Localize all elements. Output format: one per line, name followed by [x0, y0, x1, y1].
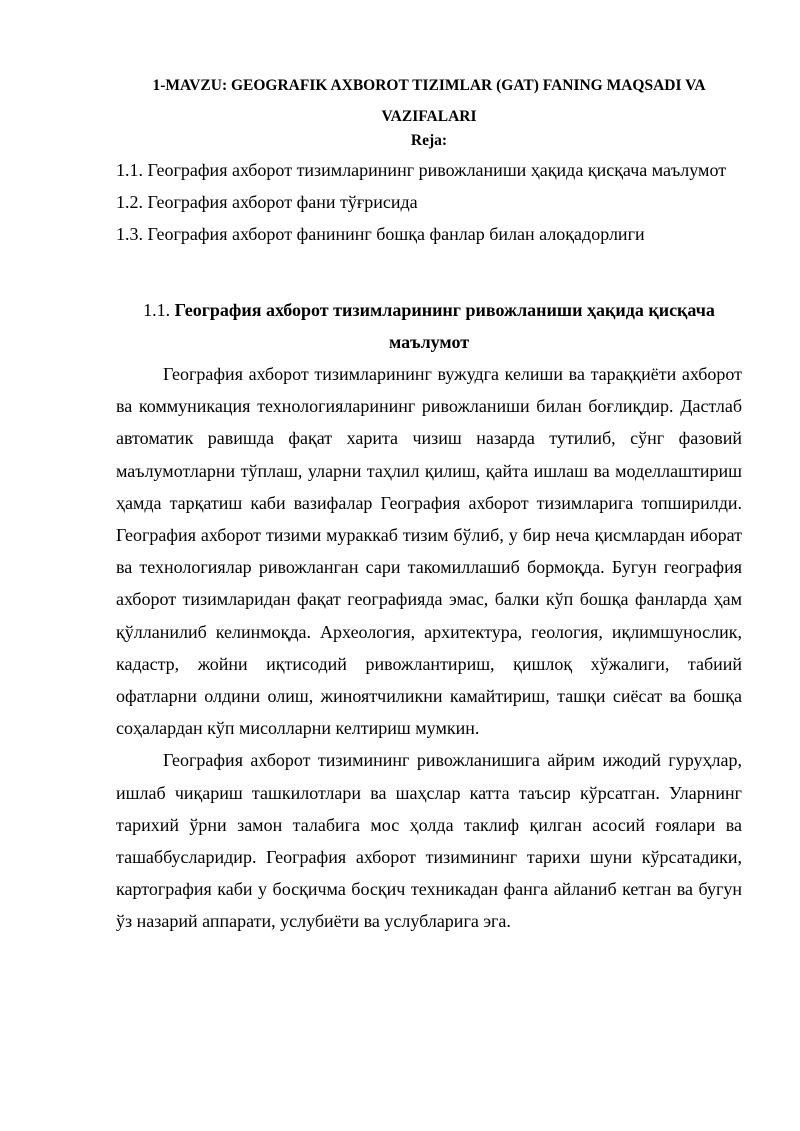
plan-item-3: 1.3. География ахборот фанининг бошқа фанлар билан алоқадорлиги [116, 224, 645, 244]
section-heading [116, 294, 742, 358]
plan-item-2: 1.2. География ахборот фани тўғрисида [116, 192, 418, 212]
section-title: География ахборот тизимларининг ривожланиши ҳақида қисқача маълумот [174, 300, 715, 352]
body-paragraph-1: География ахборот тизимларининг вужудга келиши ва тараққиёти ахборот ва коммуникация технологияларининг ривожланиши билан боғлиқдир. Дастлаб автоматик равишда фақат харита чизиш назарда тутилиб, сўнг фазовий маълумотларни тўплаш, уларни таҳлил қилиш, қайта ишлаш ва моделлаштириш ҳамда тарқатиш каби вазифалар География ахборот тизимларига топширилди. География ахборот тизими мураккаб тизим бўлиб, у бир неча қисмлардан иборат ва технологиялар ривожланган сари такомиллашиб бормоқда. Бугун география ахборот тизимларидан фақат географияда эмас, балки кўп бошқа фанларда ҳам қўлланилиб келинмоқда. Археология, архитектура, геология, иқлимшунослик, кадастр, жойни иқтисодий ривожлантириш, қишлоқ хўжалиги, табиий офатларни олдини олиш, жиноятчиликни камайтириш, ташқи сиёсат ва бошқа соҳалардан кўп мисолларни келтириш мумкин. [116, 364, 742, 739]
document-page [116, 70, 742, 938]
plan-label: Reja: [410, 132, 448, 149]
document-title: 1-MAVZU: GEOGRAFIK AXBOROT TIZIMLAR (GAT) FANING MAQSADI VA VAZIFALARI [152, 77, 706, 125]
body-paragraph-2: География ахборот тизимининг ривожланишига айрим ижодий гуруҳлар, ишлаб чиқариш ташкилотлари ва шаҳслар катта таъсир кўрсатган. Уларнинг тарихий ўрни замон талабига мос ҳолда таклиф қилган асосий ғоялари ва ташаббусларидир. География ахборот тизимининг тарихи шуни кўрсатадики, картография каби у босқичма босқич техникадан фанга айланиб кетган ва бугун ўз назарий аппарати, услубиёти ва услубларига эга. [116, 750, 742, 932]
plan-item-1: 1.1. География ахборот тизимларининг ривожланиши ҳақида қисқача маълумот [116, 160, 727, 180]
section-number: 1.1. [143, 300, 175, 320]
